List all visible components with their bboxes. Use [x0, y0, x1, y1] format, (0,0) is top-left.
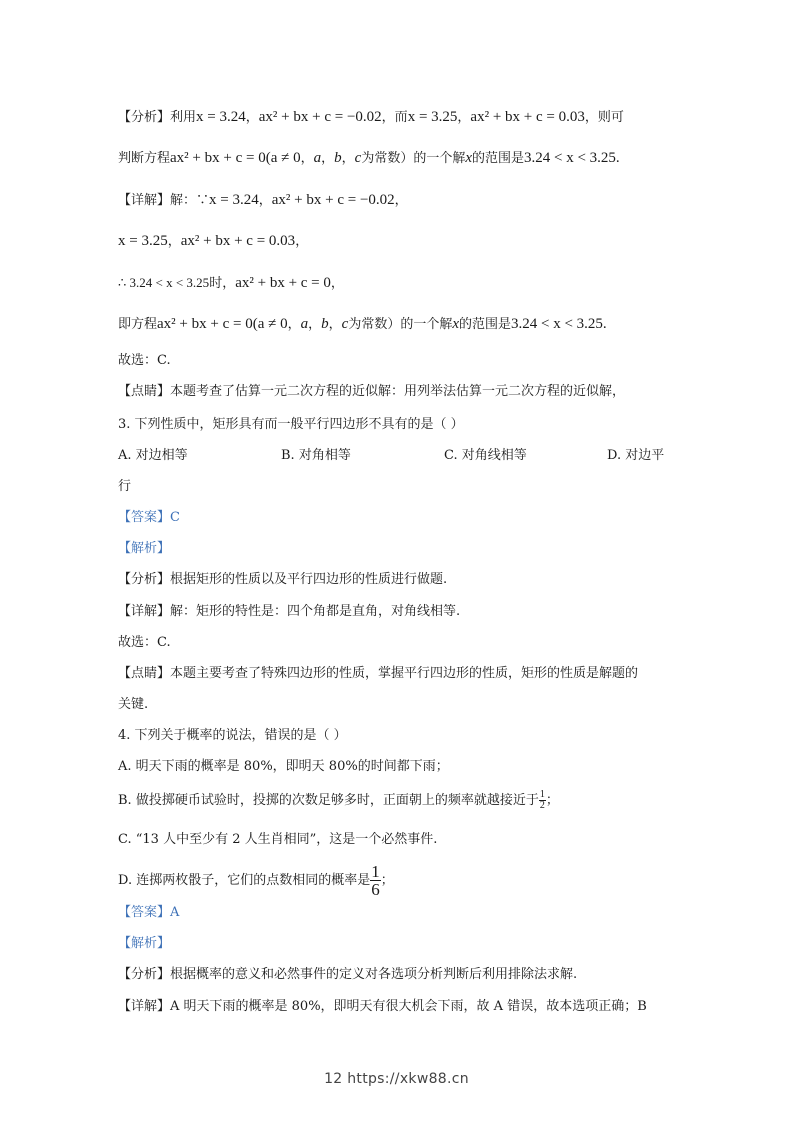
q3-analysis: 【分析】根据矩形的性质以及平行四边形的性质进行做题. — [118, 572, 448, 587]
detail-line-4: 即方程ax² + bx + c = 0(a ≠ 0，a，b，c为常数）的一个解x的范围是3.24 < x < 3.25. — [118, 316, 607, 332]
q4-option-a: A. 明天下雨的概率是 80%，即明天 80%的时间都下雨； — [118, 759, 449, 774]
q3-choose: 故选：C. — [118, 635, 171, 650]
q3-option-d: D. 对边平 — [607, 448, 665, 463]
q3-answer — [118, 509, 180, 527]
q4-option-c: C. “13 人中至少有 2 人生肖相同”，这是一个必然事件. — [118, 832, 438, 847]
q3-comment-1: 【点睛】本题主要考查了特殊四边形的性质，掌握平行四边形的性质，矩形的性质是解题的 — [118, 666, 639, 681]
q3-option-b: B. 对角相等 — [281, 448, 351, 463]
q3-stem: 3. 下列性质中，矩形具有而一般平行四边形不具有的是（ ） — [118, 417, 464, 432]
q4-analysis: 【分析】根据概率的意义和必然事件的定义对各选项分析判断后利用排除法求解. — [118, 967, 578, 982]
analysis-tag: 【分析】 — [118, 110, 171, 125]
answer-value: C — [170, 510, 180, 525]
q4-option-b: B. 做投掷硬币试验时，投掷的次数足够多时，正面朝上的频率就越接近于 $\frac{1}{2}$ ； — [118, 789, 559, 811]
detail-line-1: 【详解】解：∵x = 3.24，ax² + bx + c = −0.02， — [118, 192, 408, 208]
analysis-line-2: 判断方程ax² + bx + c = 0(a ≠ 0，a，b，c为常数）的一个解x的范围是3.24 < x < 3.25. — [118, 150, 620, 166]
q4-stem: 4. 下列关于概率的说法，错误的是（ ） — [118, 728, 347, 743]
q4-answer — [118, 904, 179, 922]
q3-option-a: A. 对边相等 — [118, 448, 188, 463]
q3-detail: 【详解】解：矩形的特性是：四个角都是直角，对角线相等. — [118, 604, 461, 619]
analysis-line-1: 【分析】利用x = 3.24，ax² + bx + c = −0.02，而x = 3.25，ax² + bx + c = 0.03，则可 — [118, 109, 624, 125]
q3-comment-2: 关键. — [118, 697, 149, 712]
comment-1: 【点睛】本题考查了估算一元二次方程的近似解：用列举法估算一元二次方程的近似解， — [118, 384, 626, 399]
detail-tag: 【详解】 — [118, 193, 171, 208]
q3-option-d-cont: 行 — [118, 479, 132, 494]
q4-detail: 【详解】A 明天下雨的概率是 80%，即明天有很大机会下雨，故 A 错误，故本选项正确；B — [118, 999, 647, 1014]
answer-tag: 【答案】 — [118, 905, 171, 920]
answer-tag: 【答案】 — [118, 510, 171, 525]
q4-option-d: D. 连掷两枚骰子，它们的点数相同的概率是 $\frac{1}{6}$ ； — [118, 862, 394, 899]
page-footer: 12 https://xkw88.cn — [324, 1071, 469, 1087]
detail-line-2: x = 3.25，ax² + bx + c = 0.03， — [118, 233, 309, 249]
q3-jiexi: 【解析】 — [118, 541, 171, 556]
answer-value: A — [170, 905, 180, 920]
q3-option-c: C. 对角线相等 — [444, 448, 527, 463]
fraction-one-half: $\frac{1}{2}$ — [539, 789, 545, 811]
choose-1: 故选：C. — [118, 353, 171, 368]
fraction-one-sixth: $\frac{1}{6}$ — [371, 862, 380, 899]
detail-line-3: ∴ 3.24 < x < 3.25时，ax² + bx + c = 0， — [118, 275, 344, 291]
q4-jiexi: 【解析】 — [118, 936, 171, 951]
